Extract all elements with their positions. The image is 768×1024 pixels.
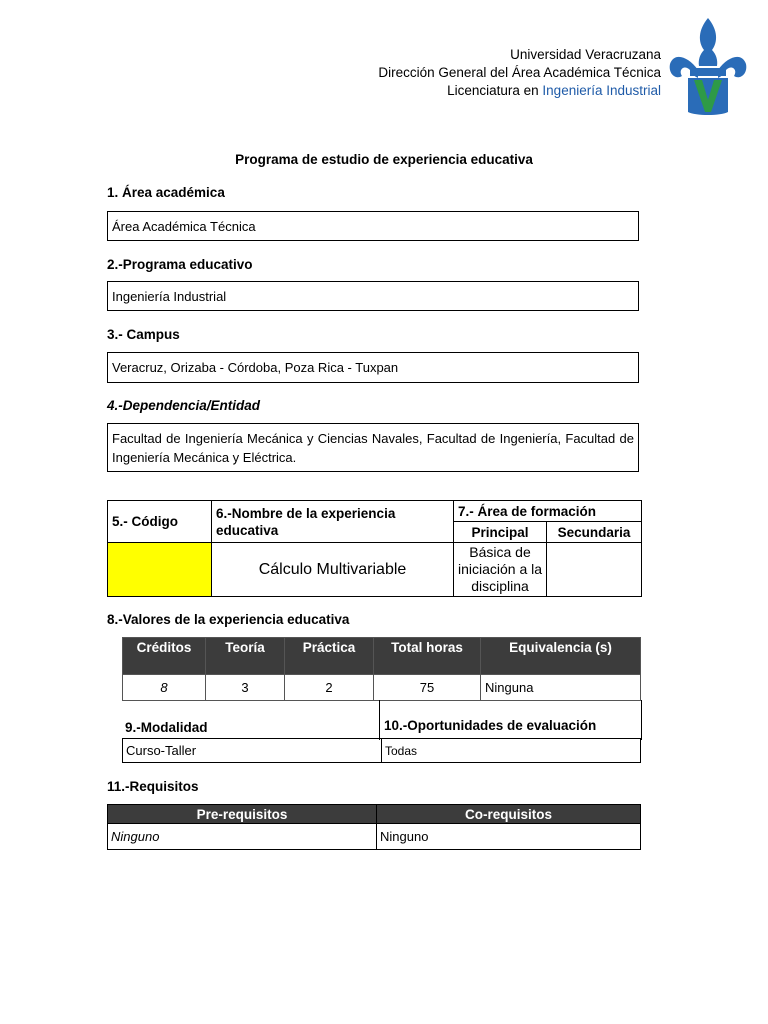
uv-flor-de-lis-logo: [668, 16, 748, 118]
programa-educativo-box: [107, 281, 639, 311]
practica-header: Práctica: [285, 638, 374, 675]
area-academica-label: 1. Área académica: [107, 185, 225, 200]
section-edge: [641, 700, 642, 740]
creditos-value: 8: [123, 675, 206, 701]
nombre-header: 6.-Nombre de la experiencia educativa: [212, 501, 454, 543]
pre-requisitos-header: Pre-requisitos: [108, 805, 377, 824]
requisitos-label: 11.-Requisitos: [107, 779, 199, 794]
creditos-header: Créditos: [123, 638, 206, 675]
total-horas-value: 75: [374, 675, 481, 701]
modalidad-value: Curso-Taller: [123, 739, 382, 763]
co-requisitos-value: Ninguno: [377, 824, 641, 850]
oportunidades-label: 10.-Oportunidades de evaluación: [384, 718, 597, 733]
secundaria-value: [547, 543, 642, 597]
institution-header: [378, 46, 661, 100]
logo-center-petal: [699, 18, 718, 66]
modalidad-table: [122, 738, 641, 763]
oportunidades-value: Todas: [382, 739, 641, 763]
valores-label: 8.-Valores de la experiencia educativa: [107, 612, 350, 627]
degree-name: Ingeniería Industrial: [542, 83, 661, 98]
codigo-header: 5.- Código: [108, 501, 212, 543]
codigo-value: [108, 543, 212, 597]
campus-value: Veracruz, Orizaba - Córdoba, Poza Rica - Tuxpan: [112, 360, 399, 375]
document-title: Programa de estudio de experiencia educativa: [235, 152, 533, 167]
nombre-value: Cálculo Multivariable: [212, 543, 454, 597]
principal-value: Básica de iniciación a la disciplina: [454, 543, 547, 597]
principal-header: Principal: [454, 522, 547, 543]
experiencia-table: [107, 500, 642, 597]
equivalencia-header: Equivalencia (s): [481, 638, 641, 675]
teoria-header: Teoría: [206, 638, 285, 675]
degree-line: [378, 82, 661, 100]
requisitos-table: [107, 804, 641, 850]
modalidad-label: 9.-Modalidad: [125, 720, 208, 735]
total-horas-header: Total horas: [374, 638, 481, 675]
campus-box: [107, 352, 639, 383]
logo-band: [690, 68, 726, 76]
equivalencia-value: Ninguna: [481, 675, 641, 701]
section-divider: [379, 700, 380, 740]
university-name: Universidad Veracruzana: [510, 47, 661, 62]
secundaria-header: Secundaria: [547, 522, 642, 543]
pre-requisitos-value: Ninguno: [108, 824, 377, 850]
area-academica-value: Área Académica Técnica: [112, 218, 256, 234]
teoria-value: 3: [206, 675, 285, 701]
practica-value: 2: [285, 675, 374, 701]
programa-educativo-label: 2.-Programa educativo: [107, 257, 253, 272]
degree-prefix: Licenciatura en: [447, 83, 543, 98]
dependencia-value: Facultad de Ingeniería Mecánica y Ciencias Navales, Facultad de Ingeniería, Facultad de Ingeniería Mecánica y Eléctrica.: [112, 430, 634, 465]
dependencia-box: [107, 423, 639, 472]
directorate-name: Dirección General del Área Académica Técnica: [378, 65, 661, 80]
co-requisitos-header: Co-requisitos: [377, 805, 641, 824]
campus-label: 3.- Campus: [107, 327, 180, 342]
programa-educativo-value: Ingeniería Industrial: [112, 288, 227, 304]
area-academica-box: [107, 211, 639, 241]
dependencia-label: 4.-Dependencia/Entidad: [107, 398, 261, 413]
area-formacion-header: 7.- Área de formación: [454, 501, 642, 522]
valores-table: [122, 637, 641, 701]
